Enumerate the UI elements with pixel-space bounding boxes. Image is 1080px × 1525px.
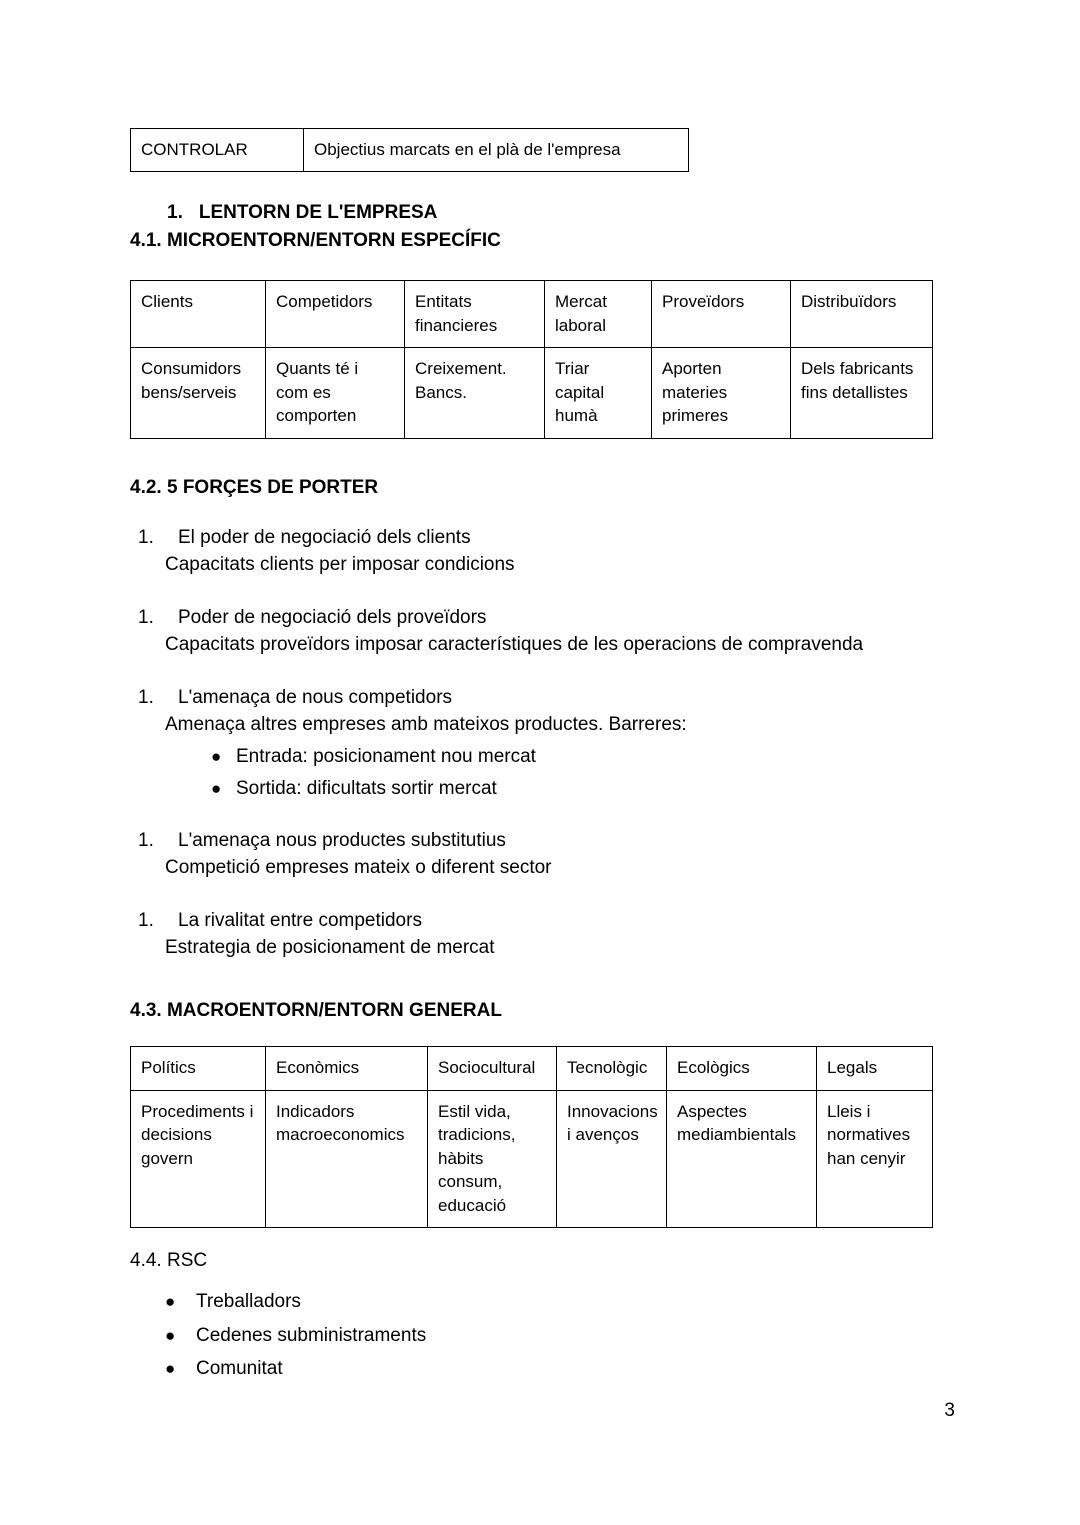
table-header-cell: Tecnològic <box>557 1047 667 1090</box>
list-marker: 1. <box>138 686 154 708</box>
table-header-cell: Legals <box>817 1047 933 1090</box>
subheading-4-2: 4.2. 5 FORÇES DE PORTER <box>130 476 379 498</box>
porter-list <box>130 525 950 963</box>
macroentorn-table <box>130 1046 933 1228</box>
table-row <box>131 348 933 438</box>
section-heading <box>167 202 950 224</box>
list-item-detail: Competició empreses mateix o diferent sector <box>165 857 552 879</box>
table-cell: Aspectes mediambientals <box>667 1090 817 1227</box>
bullet-icon: ● <box>211 778 222 798</box>
section-heading-number: 1. <box>167 202 183 224</box>
bullet-icon: ● <box>165 1359 176 1379</box>
list-marker: 1. <box>138 606 154 628</box>
table-row <box>131 1090 933 1227</box>
list-item-title: El poder de negociació dels clients <box>178 526 471 548</box>
table-header-cell: Ecològics <box>667 1047 817 1090</box>
list-marker: 1. <box>138 830 154 852</box>
table-cell: Estil vida, tradicions, hàbits consum, educació <box>428 1090 557 1227</box>
bullet-text: Treballadors <box>196 1291 301 1313</box>
list-marker: 1. <box>138 526 154 548</box>
table-cell: Creixement. Bancs. <box>405 348 545 438</box>
controlar-label: CONTROLAR <box>131 129 304 172</box>
list-item <box>130 828 950 882</box>
sub-bullet-list <box>178 744 950 803</box>
bullet-icon: ● <box>165 1292 176 1312</box>
document-body <box>130 128 950 1383</box>
list-item <box>130 685 950 803</box>
table-header-cell: Proveïdors <box>652 281 791 348</box>
table-cell: Indicadors macroeconomics <box>266 1090 428 1227</box>
microentorn-table <box>130 280 933 438</box>
list-item <box>178 744 950 771</box>
table-header-cell: Clients <box>131 281 266 348</box>
table-cell: Quants té i com es comporten <box>266 348 405 438</box>
section-heading-title: LENTORN DE L'EMPRESA <box>198 202 438 224</box>
page-number: 3 <box>944 1400 955 1421</box>
list-item-detail: Amenaça altres empreses amb mateixos productes. Barreres: <box>165 713 687 735</box>
table-header-cell: Mercat laboral <box>545 281 652 348</box>
table-header-cell: Econòmics <box>266 1047 428 1090</box>
list-item-title: L'amenaça de nous competidors <box>178 686 453 708</box>
table-header-cell: Distribuïdors <box>791 281 933 348</box>
list-item-title: L'amenaça nous productes substitutius <box>178 830 506 852</box>
rsc-list <box>130 1288 950 1383</box>
table-cell: Lleis i normatives han cenyir <box>817 1090 933 1227</box>
table-cell: Consumidors bens/serveis <box>131 348 266 438</box>
subheading-4-3: 4.3. MACROENTORN/ENTORN GENERAL <box>130 1000 502 1022</box>
table-header-row <box>131 281 933 348</box>
list-item <box>130 525 950 579</box>
bullet-icon: ● <box>211 746 222 766</box>
table-row <box>131 129 689 172</box>
table-header-cell: Sociocultural <box>428 1047 557 1090</box>
table-header-cell: Competidors <box>266 281 405 348</box>
list-item-title: Poder de negociació dels proveïdors <box>178 606 487 628</box>
list-item-detail: Capacitats clients per imposar condicions <box>165 553 515 575</box>
bullet-text: Sortida: dificultats sortir mercat <box>236 777 497 799</box>
table-cell: Innovacions i avenços <box>557 1090 667 1227</box>
bullet-text: Entrada: posicionament nou mercat <box>236 745 536 767</box>
table-header-cell: Polítics <box>131 1047 266 1090</box>
list-item-title: La rivalitat entre competidors <box>178 910 422 932</box>
controlar-value: Objectius marcats en el plà de l'empresa <box>304 129 689 172</box>
table-cell: Dels fabricants fins detallistes <box>791 348 933 438</box>
table-cell: Aporten materies primeres <box>652 348 791 438</box>
table-cell: Procediments i decisions govern <box>131 1090 266 1227</box>
controlar-table <box>130 128 689 172</box>
subheading-4-1: 4.1. MICROENTORN/ENTORN ESPECÍFIC <box>130 230 501 252</box>
list-marker: 1. <box>138 910 154 932</box>
bullet-text: Comunitat <box>196 1358 283 1380</box>
list-item <box>130 605 950 659</box>
table-cell: Triar capital humà <box>545 348 652 438</box>
table-header-cell: Entitats financieres <box>405 281 545 348</box>
bullet-text: Cedenes subministraments <box>196 1324 427 1346</box>
list-item-detail: Estrategia de posicionament de mercat <box>165 937 495 959</box>
table-header-row <box>131 1047 933 1090</box>
list-item <box>130 1322 950 1350</box>
subheading-4-4: 4.4. RSC <box>130 1250 208 1272</box>
bullet-icon: ● <box>165 1325 176 1345</box>
list-item <box>130 908 950 962</box>
list-item <box>178 776 950 803</box>
list-item-detail: Capacitats proveïdors imposar característiques de les operacions de compravenda <box>165 633 864 655</box>
list-item <box>130 1355 950 1383</box>
list-item <box>130 1288 950 1316</box>
